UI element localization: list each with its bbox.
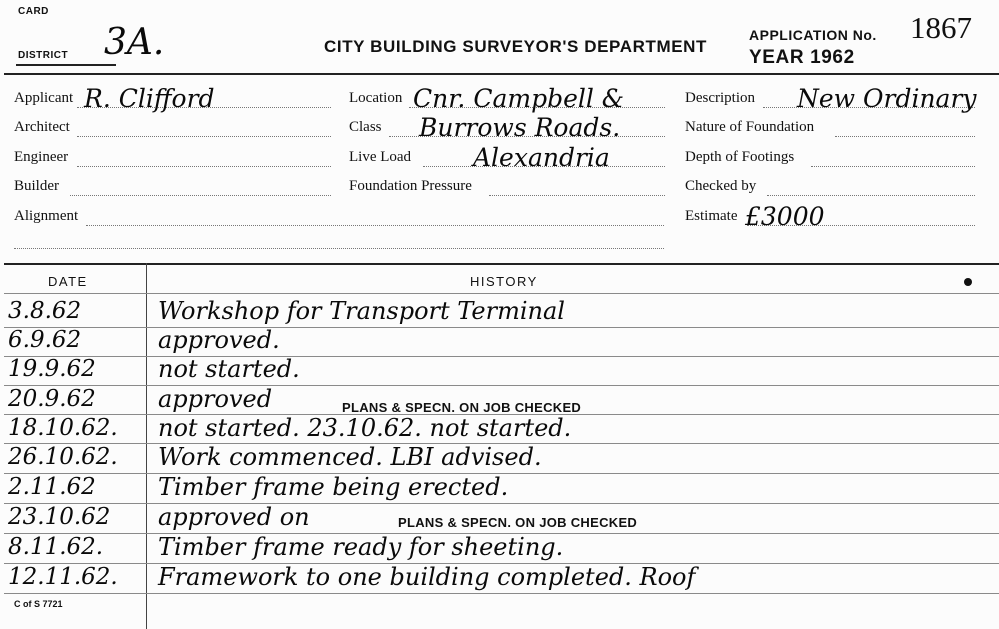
- field-depth-of-footings: [685, 149, 985, 171]
- table-row-line: [4, 593, 999, 594]
- history-text: approved: [158, 385, 273, 413]
- history-text: approved on: [158, 503, 310, 531]
- history-top-rule: [4, 263, 999, 265]
- district-value: 3A.: [104, 22, 165, 63]
- date-column-divider: [146, 263, 147, 629]
- field-label: Class: [349, 119, 382, 135]
- field-engineer: [14, 149, 332, 171]
- application-number: 1867: [910, 10, 972, 45]
- field-foundation-pressure: [349, 178, 667, 200]
- field-dotted-line: [77, 136, 331, 137]
- year-label: YEAR 1962: [749, 47, 855, 68]
- field-nature-of-foundation: [685, 119, 985, 141]
- live-load-value: Alexandria: [473, 143, 610, 172]
- checked-stamp: PLANS & SPECN. ON JOB CHECKED: [342, 400, 582, 415]
- table-row-line: [4, 385, 999, 386]
- field-label: Foundation Pressure: [349, 178, 472, 194]
- history-text: Timber frame ready for sheeting.: [158, 533, 564, 561]
- punch-mark: [964, 278, 972, 286]
- field-label: Location: [349, 90, 403, 106]
- field-dotted-line: [70, 195, 331, 196]
- header-rule: [4, 73, 999, 75]
- history-date: 23.10.62: [8, 504, 111, 530]
- field-label: Description: [685, 90, 755, 106]
- district-label: DISTRICT: [18, 50, 69, 61]
- field-alignment: [14, 208, 666, 230]
- location-value: Cnr. Campbell &: [413, 84, 625, 113]
- field-label: Checked by: [685, 178, 757, 194]
- field-builder: [14, 178, 332, 200]
- applicant-value: R. Clifford: [84, 84, 215, 113]
- field-live-load: [349, 143, 667, 172]
- field-class: [349, 113, 667, 142]
- field-label: Architect: [14, 119, 70, 135]
- field-dotted-line: [811, 166, 975, 167]
- application-label: APPLICATION No.: [749, 27, 877, 43]
- history-text: Timber frame being erected.: [158, 473, 509, 501]
- history-date: 2.11.62: [8, 474, 96, 500]
- class-value: Burrows Roads.: [419, 113, 621, 142]
- table-row-line: [4, 356, 999, 357]
- blank-dotted-line: [14, 248, 664, 249]
- history-text: Framework to one building completed. Roof: [158, 563, 696, 591]
- field-checked-by: [685, 178, 985, 200]
- date-column-header: DATE: [48, 274, 88, 289]
- history-column-header: HISTORY: [470, 274, 538, 289]
- history-date: 12.11.62.: [8, 564, 118, 590]
- field-architect: [14, 119, 332, 141]
- history-text: not started.: [158, 355, 300, 383]
- field-label: Nature of Foundation: [685, 119, 815, 135]
- field-label: Estimate: [685, 208, 738, 224]
- field-dotted-line: [77, 166, 331, 167]
- header-row-line: [4, 293, 999, 294]
- field-description: [685, 84, 985, 113]
- card-label: CARD: [18, 6, 49, 17]
- field-location: [349, 84, 667, 113]
- field-dotted-line: [835, 136, 975, 137]
- district-underline: [16, 64, 116, 66]
- field-label: Depth of Footings: [685, 149, 795, 165]
- field-dotted-line: [767, 195, 975, 196]
- table-row-line: [4, 503, 999, 504]
- history-date: 20.9.62: [8, 386, 96, 412]
- field-label: Engineer: [14, 149, 69, 165]
- field-dotted-line: [489, 195, 665, 196]
- field-label: Builder: [14, 178, 59, 194]
- form-code: C of S 7721: [14, 599, 63, 609]
- history-text: Work commenced. LBI advised.: [158, 443, 542, 471]
- field-dotted-line: [86, 225, 664, 226]
- field-estimate: [685, 202, 985, 231]
- field-label: Alignment: [14, 208, 79, 224]
- history-text: approved.: [158, 326, 280, 354]
- history-date: 26.10.62.: [8, 444, 118, 470]
- field-label: Live Load: [349, 149, 412, 165]
- description-value: New Ordinary: [797, 84, 977, 113]
- field-applicant: [14, 84, 332, 113]
- history-date: 19.9.62: [8, 356, 96, 382]
- history-text: not started. 23.10.62. not started.: [158, 414, 572, 442]
- checked-stamp: PLANS & SPECN. ON JOB CHECKED: [398, 515, 638, 530]
- history-date: 18.10.62.: [8, 415, 118, 441]
- table-row-line: [4, 327, 999, 328]
- history-date: 3.8.62: [8, 298, 82, 324]
- estimate-value: £3000: [745, 202, 825, 231]
- history-date: 8.11.62.: [8, 534, 104, 560]
- history-text: Workshop for Transport Terminal: [158, 297, 565, 325]
- history-date: 6.9.62: [8, 327, 82, 353]
- department-title: CITY BUILDING SURVEYOR'S DEPARTMENT: [324, 37, 708, 56]
- field-label: Applicant: [14, 90, 74, 106]
